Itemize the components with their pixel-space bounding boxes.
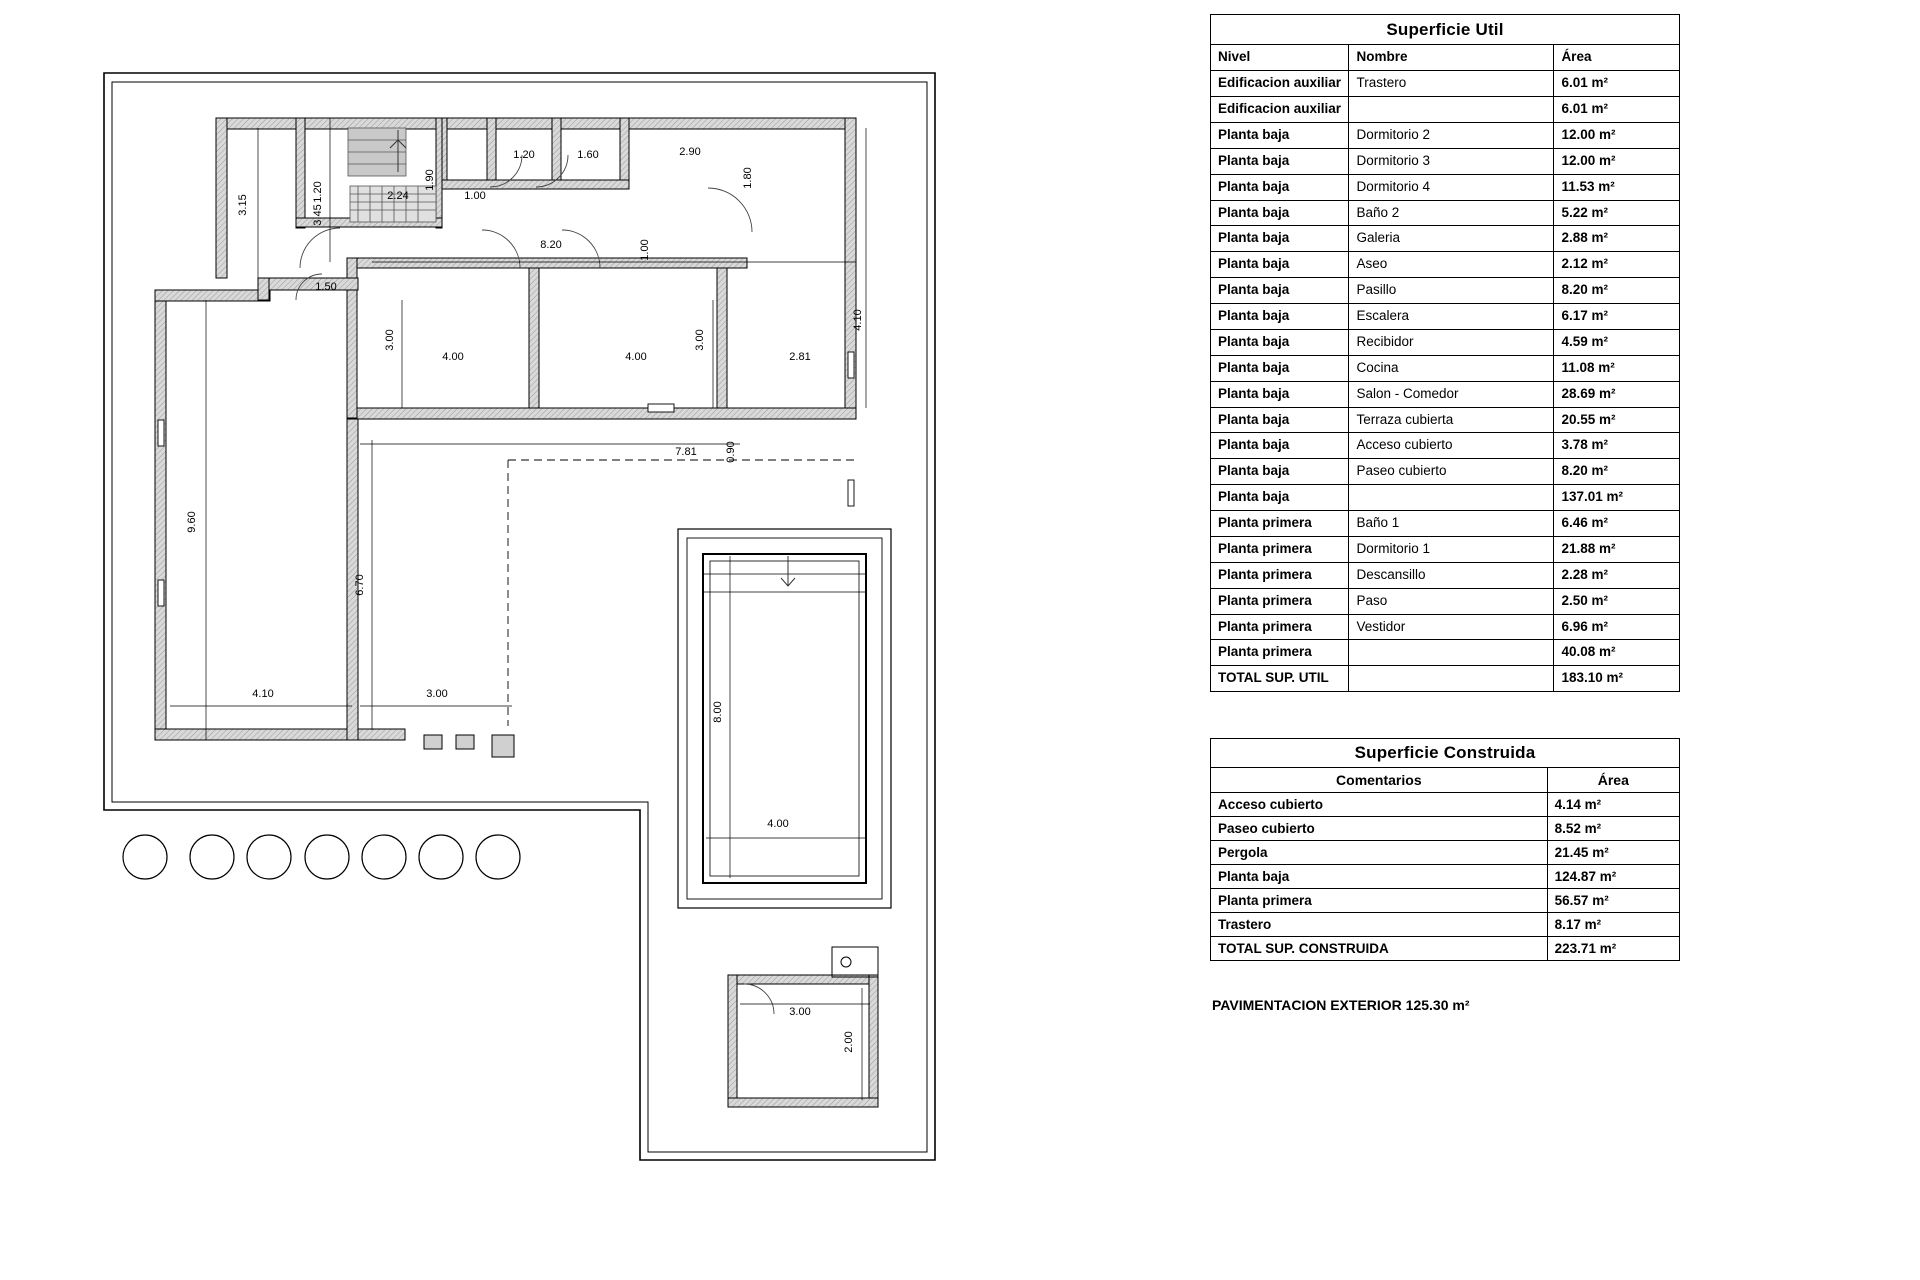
dimension-label: 1.50 bbox=[315, 281, 337, 293]
cell-nivel: Planta baja bbox=[1211, 407, 1349, 433]
pavimentacion-exterior-note: PAVIMENTACION EXTERIOR 125.30 m² bbox=[1212, 997, 1470, 1014]
cell-nombre: Dormitorio 3 bbox=[1349, 148, 1554, 174]
table-row bbox=[1211, 459, 1680, 485]
dimension-label: 1.20 bbox=[513, 149, 535, 161]
cell-nombre: Pasillo bbox=[1349, 278, 1554, 304]
table-row bbox=[1211, 793, 1680, 817]
dimension-label: 2.00 bbox=[843, 1031, 855, 1053]
cell-nivel: Edificacion auxiliar bbox=[1211, 97, 1349, 123]
windows bbox=[158, 352, 854, 606]
dimension-label: 1.20 bbox=[312, 181, 324, 203]
dimension-label: 1.80 bbox=[742, 167, 754, 189]
dimension-label: 4.10 bbox=[852, 309, 864, 331]
cell-nivel: Planta primera bbox=[1211, 640, 1349, 666]
cell-area: 6.01 m² bbox=[1554, 71, 1680, 97]
table-row-subtotal bbox=[1211, 97, 1680, 123]
cell-nombre: Dormitorio 1 bbox=[1349, 536, 1554, 562]
cell-nombre: Acceso cubierto bbox=[1349, 433, 1554, 459]
table-row bbox=[1211, 148, 1680, 174]
cell-nivel: Planta baja bbox=[1211, 329, 1349, 355]
cell-nivel: Edificacion auxiliar bbox=[1211, 71, 1349, 97]
superficie-util-header-row bbox=[1211, 45, 1680, 71]
dimension-label: 7.81 bbox=[675, 446, 697, 458]
table-row-subtotal bbox=[1211, 640, 1680, 666]
plot-boundary-inner bbox=[112, 82, 927, 1152]
total-util-label: TOTAL SUP. UTIL bbox=[1211, 666, 1349, 692]
superficie-construida-table bbox=[1210, 738, 1680, 961]
swimming-pool bbox=[678, 529, 891, 908]
cell-area: 20.55 m² bbox=[1554, 407, 1680, 433]
cell-area: 6.46 m² bbox=[1554, 511, 1680, 537]
terrace-outline bbox=[508, 460, 856, 726]
cell-area: 21.45 m² bbox=[1547, 841, 1679, 865]
cell-area: 12.00 m² bbox=[1554, 122, 1680, 148]
table-row-subtotal bbox=[1211, 485, 1680, 511]
plot-boundary bbox=[104, 73, 935, 1160]
cell-comentario: Planta baja bbox=[1211, 865, 1548, 889]
staircase bbox=[348, 128, 436, 222]
cell-comentario: Planta primera bbox=[1211, 889, 1548, 913]
header-area-construida: Área bbox=[1547, 768, 1679, 793]
cell-area: 6.17 m² bbox=[1554, 304, 1680, 330]
cell-area: 2.28 m² bbox=[1554, 562, 1680, 588]
table-row bbox=[1211, 433, 1680, 459]
cell-area: 2.12 m² bbox=[1554, 252, 1680, 278]
table-row bbox=[1211, 200, 1680, 226]
table-row bbox=[1211, 614, 1680, 640]
superficie-construida-total-row bbox=[1211, 937, 1680, 961]
cell-nombre: Paso bbox=[1349, 588, 1554, 614]
superficie-construida-rows bbox=[1211, 793, 1680, 937]
cell-nivel: Planta baja bbox=[1211, 433, 1349, 459]
cell-area: 137.01 m² bbox=[1554, 485, 1680, 511]
cell-area: 11.53 m² bbox=[1554, 174, 1680, 200]
table-row bbox=[1211, 122, 1680, 148]
table-row bbox=[1211, 304, 1680, 330]
superficie-construida-header-row bbox=[1211, 768, 1680, 793]
cell-area: 21.88 m² bbox=[1554, 536, 1680, 562]
dimension-label: 2.24 bbox=[387, 190, 409, 202]
cell-nombre: Dormitorio 2 bbox=[1349, 122, 1554, 148]
superficie-util-title-row bbox=[1211, 15, 1680, 45]
table-row bbox=[1211, 252, 1680, 278]
cell-nivel: Planta primera bbox=[1211, 536, 1349, 562]
dimension-label: 8.20 bbox=[540, 239, 562, 251]
table-row bbox=[1211, 407, 1680, 433]
cell-nombre: Terraza cubierta bbox=[1349, 407, 1554, 433]
dimension-label: 1.90 bbox=[424, 169, 436, 191]
header-nivel: Nivel bbox=[1211, 45, 1349, 71]
cell-nombre: Recibidor bbox=[1349, 329, 1554, 355]
table-row bbox=[1211, 381, 1680, 407]
cell-nombre: Descansillo bbox=[1349, 562, 1554, 588]
cell-nivel: Planta baja bbox=[1211, 459, 1349, 485]
cell-nivel: Planta baja bbox=[1211, 381, 1349, 407]
cell-area: 6.01 m² bbox=[1554, 97, 1680, 123]
cell-nivel: Planta primera bbox=[1211, 562, 1349, 588]
cell-comentario: Pergola bbox=[1211, 841, 1548, 865]
cell-nivel: Planta baja bbox=[1211, 174, 1349, 200]
cell-area: 2.88 m² bbox=[1554, 226, 1680, 252]
table-row bbox=[1211, 841, 1680, 865]
table-row bbox=[1211, 865, 1680, 889]
cell-nivel: Planta primera bbox=[1211, 588, 1349, 614]
cell-nombre bbox=[1349, 485, 1554, 511]
cell-area: 11.08 m² bbox=[1554, 355, 1680, 381]
table-spacer bbox=[1210, 692, 1690, 738]
dimension-label: 4.00 bbox=[625, 351, 647, 363]
cell-area: 8.52 m² bbox=[1547, 817, 1679, 841]
superficie-construida-title-row bbox=[1211, 739, 1680, 768]
cell-nivel: Planta baja bbox=[1211, 122, 1349, 148]
cell-area: 56.57 m² bbox=[1547, 889, 1679, 913]
dimension-label: 4.00 bbox=[767, 818, 789, 830]
cell-area: 2.50 m² bbox=[1554, 588, 1680, 614]
cell-area: 8.20 m² bbox=[1554, 459, 1680, 485]
cell-nombre: Salon - Comedor bbox=[1349, 381, 1554, 407]
house-upper-block-walls bbox=[216, 118, 856, 419]
dimension-label: 3.00 bbox=[384, 329, 396, 351]
header-comentarios: Comentarios bbox=[1211, 768, 1548, 793]
pergola-posts bbox=[424, 735, 514, 757]
total-construida-area: 223.71 m² bbox=[1547, 937, 1679, 961]
cell-area: 124.87 m² bbox=[1547, 865, 1679, 889]
dimension-label: 2.90 bbox=[679, 146, 701, 158]
cell-nivel: Planta primera bbox=[1211, 511, 1349, 537]
cell-nombre: Paseo cubierto bbox=[1349, 459, 1554, 485]
trastero-building bbox=[728, 947, 878, 1107]
dimension-label: 3.15 bbox=[237, 194, 249, 216]
table-row bbox=[1211, 562, 1680, 588]
table-row bbox=[1211, 174, 1680, 200]
dimension-label: 6.70 bbox=[354, 574, 366, 596]
cell-area: 12.00 m² bbox=[1554, 148, 1680, 174]
cell-nombre: Galeria bbox=[1349, 226, 1554, 252]
table-row bbox=[1211, 511, 1680, 537]
dimension-label: 3.00 bbox=[694, 329, 706, 351]
cell-nivel: Planta baja bbox=[1211, 252, 1349, 278]
cell-nombre: Aseo bbox=[1349, 252, 1554, 278]
superficie-util-table bbox=[1210, 14, 1680, 692]
superficie-construida-title: Superficie Construida bbox=[1211, 739, 1680, 768]
cell-nombre: Trastero bbox=[1349, 71, 1554, 97]
cell-area: 4.14 m² bbox=[1547, 793, 1679, 817]
house-lower-block-walls bbox=[155, 278, 405, 740]
cell-area: 4.59 m² bbox=[1554, 329, 1680, 355]
tree-symbols bbox=[123, 835, 520, 879]
dimension-label: 3.00 bbox=[426, 688, 448, 700]
table-row bbox=[1211, 355, 1680, 381]
total-util-area: 183.10 m² bbox=[1554, 666, 1680, 692]
table-row bbox=[1211, 817, 1680, 841]
cell-area: 28.69 m² bbox=[1554, 381, 1680, 407]
cell-nivel: Planta baja bbox=[1211, 485, 1349, 511]
cell-area: 6.96 m² bbox=[1554, 614, 1680, 640]
dimension-label: 4.00 bbox=[442, 351, 464, 363]
cell-nombre: Dormitorio 4 bbox=[1349, 174, 1554, 200]
superficie-util-title: Superficie Util bbox=[1211, 15, 1680, 45]
dimension-label: 4.10 bbox=[252, 688, 274, 700]
cell-nombre bbox=[1349, 97, 1554, 123]
cell-area: 8.17 m² bbox=[1547, 913, 1679, 937]
cell-comentario: Paseo cubierto bbox=[1211, 817, 1548, 841]
dimension-label: 3.00 bbox=[789, 1006, 811, 1018]
cell-nivel: Planta baja bbox=[1211, 304, 1349, 330]
dimension-label: 1.00 bbox=[639, 239, 651, 261]
dimension-label: 0.90 bbox=[725, 441, 737, 463]
cell-nombre: Escalera bbox=[1349, 304, 1554, 330]
cell-comentario: Trastero bbox=[1211, 913, 1548, 937]
table-row bbox=[1211, 71, 1680, 97]
dimension-label: 8.00 bbox=[712, 701, 724, 723]
cell-nivel: Planta baja bbox=[1211, 355, 1349, 381]
cell-area: 3.78 m² bbox=[1554, 433, 1680, 459]
cell-nivel: Planta baja bbox=[1211, 200, 1349, 226]
cell-nivel: Planta baja bbox=[1211, 148, 1349, 174]
cell-area: 8.20 m² bbox=[1554, 278, 1680, 304]
superficie-util-rows bbox=[1211, 71, 1680, 666]
cell-nivel: Planta baja bbox=[1211, 226, 1349, 252]
cell-comentario: Acceso cubierto bbox=[1211, 793, 1548, 817]
table-row bbox=[1211, 889, 1680, 913]
cell-nombre bbox=[1349, 640, 1554, 666]
dimension-label: 9.60 bbox=[186, 511, 198, 533]
dimension-label: 1.00 bbox=[464, 190, 486, 202]
table-row bbox=[1211, 278, 1680, 304]
cell-nivel: Planta baja bbox=[1211, 278, 1349, 304]
dimension-label: 3.45 bbox=[312, 204, 324, 226]
total-util-spacer bbox=[1349, 666, 1554, 692]
table-row bbox=[1211, 588, 1680, 614]
table-row bbox=[1211, 536, 1680, 562]
header-area: Área bbox=[1554, 45, 1680, 71]
cell-area: 5.22 m² bbox=[1554, 200, 1680, 226]
cell-area: 40.08 m² bbox=[1554, 640, 1680, 666]
surface-tables bbox=[1210, 14, 1690, 1013]
table-row bbox=[1211, 913, 1680, 937]
table-row bbox=[1211, 226, 1680, 252]
cell-nombre: Vestidor bbox=[1349, 614, 1554, 640]
cell-nombre: Cocina bbox=[1349, 355, 1554, 381]
table-row bbox=[1211, 329, 1680, 355]
superficie-util-total-row bbox=[1211, 666, 1680, 692]
total-construida-label: TOTAL SUP. CONSTRUIDA bbox=[1211, 937, 1548, 961]
header-nombre: Nombre bbox=[1349, 45, 1554, 71]
cell-nombre: Baño 1 bbox=[1349, 511, 1554, 537]
dimension-label: 2.81 bbox=[789, 351, 811, 363]
cell-nombre: Baño 2 bbox=[1349, 200, 1554, 226]
dimension-label: 1.60 bbox=[577, 149, 599, 161]
cell-nivel: Planta primera bbox=[1211, 614, 1349, 640]
